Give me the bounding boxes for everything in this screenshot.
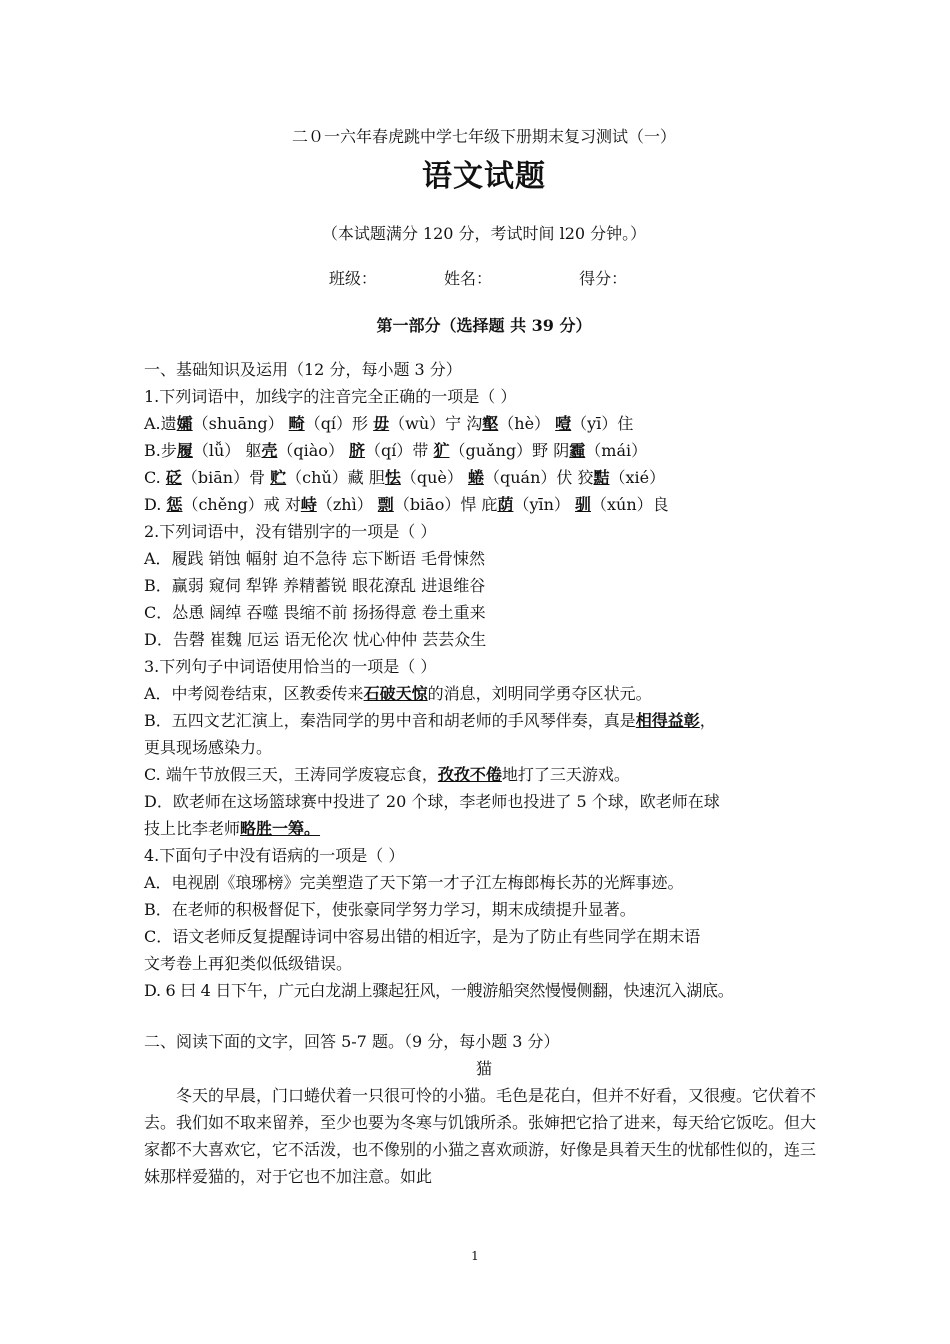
text-run: （guǎng）野 阴 bbox=[449, 441, 570, 460]
text-run: （qí）形 bbox=[304, 414, 374, 433]
spacer bbox=[144, 1004, 824, 1028]
q1-option-d bbox=[144, 491, 824, 518]
part1-title: 第一部分（选择题 共 39 分） bbox=[376, 316, 592, 335]
text-run: （lǚ） 躯 bbox=[192, 441, 262, 460]
text-run: （zhì） bbox=[316, 495, 378, 514]
q1-option-c bbox=[144, 464, 824, 491]
text-run: （xún）良 bbox=[591, 495, 669, 514]
q3-option-d-cont bbox=[144, 815, 824, 842]
text-run: （qí）带 bbox=[365, 441, 434, 460]
marked-text: 石破天惊 bbox=[363, 684, 428, 703]
passage-title: 猫 bbox=[475, 1059, 492, 1078]
text-run: A．中考阅卷结束，区教委传来 bbox=[144, 684, 364, 703]
q3-option-c bbox=[144, 761, 824, 788]
marked-text: 荫 bbox=[497, 495, 514, 514]
q1-option-a bbox=[144, 410, 824, 437]
q2-stem: 2.下列词语中，没有错别字的一项是（ ） bbox=[144, 522, 437, 541]
text-run: （mái） bbox=[585, 441, 648, 460]
q3-option-d: D．欧老师在这场篮球赛中投进了 20 个球，李老师也投进了 5 个球，欧老师在球 bbox=[144, 792, 720, 811]
text-run: A.遗 bbox=[144, 414, 177, 433]
marked-text: 履 bbox=[176, 441, 193, 460]
class-label: 班级： bbox=[328, 269, 377, 288]
q4-option-b: B．在老师的积极督促下，使张豪同学努力学习，期末成绩提升显著。 bbox=[144, 900, 636, 919]
q3-option-a bbox=[144, 680, 824, 707]
marked-text: 砭 bbox=[165, 468, 182, 487]
q4-option-a: A．电视剧《琅琊榜》完美塑造了天下第一才子江左梅郎梅长苏的光辉事迹。 bbox=[144, 873, 684, 892]
marked-text: 壑 bbox=[482, 414, 499, 433]
text-run: 的消息，刘明同学勇夺区状元。 bbox=[427, 684, 652, 703]
passage-text: 冬天的早晨，门口蜷伏着一只很可怜的小猫。毛色是花白，但并不好看，又很瘦。它伏着不去。我们如不取来留养，至少也要为冬寒与饥饿所杀。张婶把它拾了进来，每天给它饭吃。但大家都不大喜欢它，它不活泼，也不像别的小猫之喜欢顽游，好像是具着天生的忧郁性似的，连三妹那样爱猫的，对于它也不加注意。如此 bbox=[144, 1086, 817, 1186]
q1-option-b bbox=[144, 437, 824, 464]
marked-text: 孀 bbox=[176, 414, 193, 433]
text-run: （shuāng） bbox=[192, 414, 289, 433]
marked-text: 惩 bbox=[166, 495, 183, 514]
marked-text: 壳 bbox=[261, 441, 278, 460]
text-run: （wù）宁 沟 bbox=[389, 414, 483, 433]
q3-option-b-cont: 更具现场感染力。 bbox=[144, 738, 273, 757]
marked-text: 略胜一筹。 bbox=[240, 819, 321, 838]
marked-text: 畸 bbox=[288, 414, 305, 433]
q2-option-b: B．赢弱 窥伺 犁铧 养精蓄锐 眼花潦乱 进退维谷 bbox=[144, 576, 486, 595]
text-run: （chěng）戒 对 bbox=[182, 495, 301, 514]
marked-text: 相得益彰 bbox=[635, 711, 700, 730]
q3-option-b bbox=[144, 707, 824, 734]
marked-text: 犷 bbox=[433, 441, 450, 460]
section1-title: 一、基础知识及运用（12 分，每小题 3 分） bbox=[144, 360, 462, 379]
q3-stem: 3.下列句子中词语使用恰当的一项是（ ） bbox=[144, 657, 437, 676]
text-run: （biāo）悍 庇 bbox=[393, 495, 498, 514]
marked-text: 蜷 bbox=[467, 468, 484, 487]
q4-option-c-cont: 文考卷上再犯类似低级错误。 bbox=[144, 954, 353, 973]
text-run: C. bbox=[144, 468, 166, 487]
exam-title: 语文试题 bbox=[422, 159, 546, 194]
page-number: 1 bbox=[471, 1249, 479, 1263]
text-run: C. 端午节放假三天，王涛同学废寝忘食， bbox=[144, 765, 438, 784]
text-run: （hè） bbox=[498, 414, 556, 433]
text-run: （què） bbox=[400, 468, 468, 487]
text-run: （chǔ）藏 胆 bbox=[286, 468, 385, 487]
page-content bbox=[144, 120, 824, 1190]
exam-note: （本试题满分 120 分，考试时间 l20 分钟。） bbox=[321, 224, 647, 243]
exam-subtitle: 二０一六年春虎跳中学七年级下册期末复习测试（一） bbox=[291, 127, 676, 146]
text-run: （yīn） bbox=[513, 495, 576, 514]
marked-text: 怯 bbox=[384, 468, 401, 487]
q1-stem: 1.下列词语中，加线字的注音完全正确的一项是（ ） bbox=[144, 387, 517, 406]
marked-text: 贮 bbox=[270, 468, 287, 487]
q2-option-a: A．履践 销蚀 幅射 迫不急待 忘下断语 毛骨悚然 bbox=[144, 549, 485, 568]
text-run: （qiào） bbox=[277, 441, 350, 460]
section2 bbox=[144, 1028, 824, 1190]
text-run: （xié） bbox=[609, 468, 666, 487]
q4-option-c: C．语文老师反复提醒诗词中容易出错的相近字，是为了防止有些同学在期末语 bbox=[144, 927, 701, 946]
q4-option-d: D. 6 曰 4 日下午，广元白龙湖上骤起狂风，一艘游船突然慢慢侧翻，快速沉入湖底。 bbox=[144, 981, 734, 1000]
q2-option-d: D．告磬 崔魏 厄运 语无伦次 忧心仲仲 芸芸众生 bbox=[144, 630, 487, 649]
text-run: （yī）住 bbox=[571, 414, 634, 433]
text-run: B.步 bbox=[144, 441, 177, 460]
student-info-line bbox=[144, 266, 824, 289]
text-run: B．五四文艺汇演上，秦浩同学的男中音和胡老师的手风琴伴奏，真是 bbox=[144, 711, 636, 730]
text-run: 技上比李老师 bbox=[144, 819, 241, 838]
text-run: 地打了三天游戏。 bbox=[501, 765, 630, 784]
q2-option-c: C．怂恿 阔绰 吞噬 畏缩不前 扬扬得意 卷土重来 bbox=[144, 603, 486, 622]
section2-title: 二、阅读下面的文字，回答 5-7 题。（9 分，每小题 3 分） bbox=[144, 1032, 560, 1051]
marked-text: 霾 bbox=[569, 441, 586, 460]
text-run: （quán）伏 狡 bbox=[483, 468, 594, 487]
text-run: （biān）骨 bbox=[181, 468, 271, 487]
marked-text: 驯 bbox=[575, 495, 592, 514]
marked-text: 毋 bbox=[373, 414, 390, 433]
name-label: 姓名： bbox=[444, 269, 493, 288]
marked-text: 黠 bbox=[593, 468, 610, 487]
marked-text: 噎 bbox=[555, 414, 572, 433]
text-run: D. bbox=[144, 495, 167, 514]
q4-stem: 4.下面句子中没有语病的一项是（ ） bbox=[144, 846, 405, 865]
text-run: ， bbox=[699, 711, 716, 730]
marked-text: 峙 bbox=[300, 495, 317, 514]
score-label: 得分： bbox=[579, 269, 628, 288]
marked-text: 脐 bbox=[349, 441, 366, 460]
marked-text: 孜孜不倦 bbox=[437, 765, 502, 784]
marked-text: 剽 bbox=[377, 495, 394, 514]
section1 bbox=[144, 356, 824, 1004]
